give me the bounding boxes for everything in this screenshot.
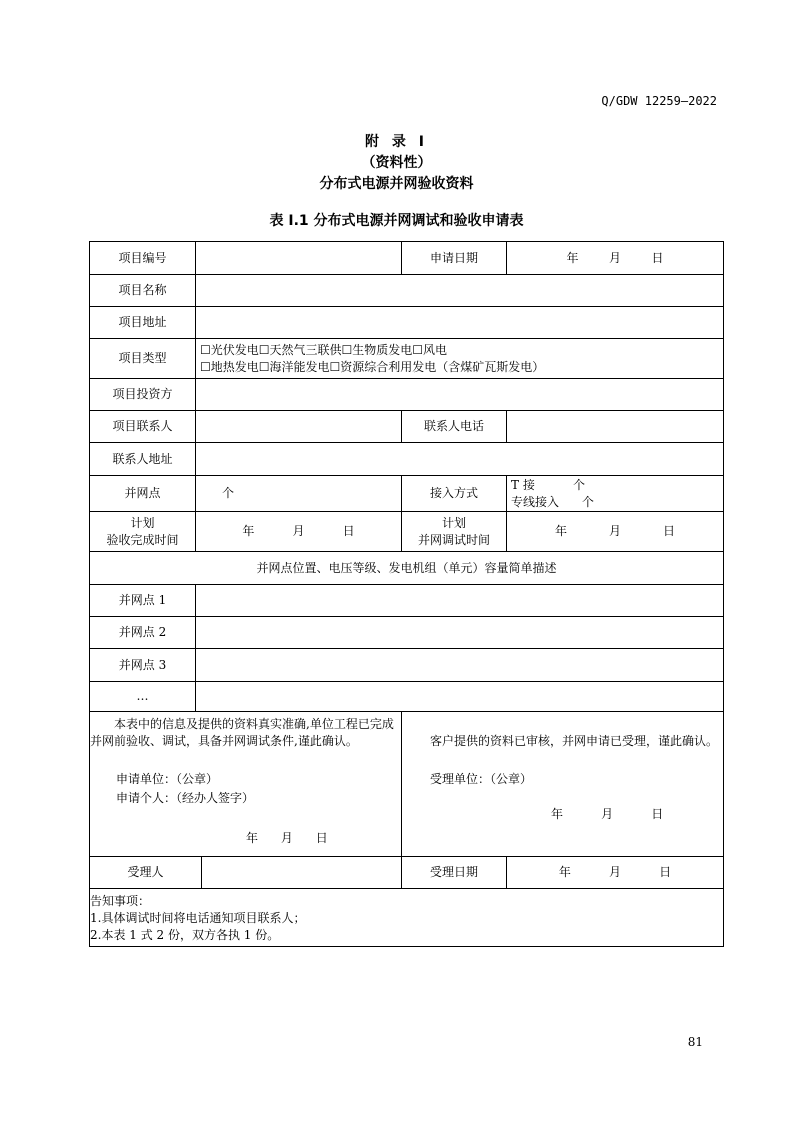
appendix-title: 分布式电源并网验收资料 [319,176,474,192]
plan-label-2: 计划 [441,515,466,530]
describe-header: 并网点位置、电压等级、发电机组（单元）容量简单描述 [90,552,724,585]
plan-debug-time-label: 并网调试时间 [417,532,490,547]
contact-field[interactable] [196,411,402,443]
project-no-field[interactable] [196,242,402,275]
grid-point-count-field[interactable]: 个 [196,476,402,512]
more-points-label: … [90,682,196,712]
table-row [90,889,724,947]
acceptor-unit-seal[interactable]: 受理单位：（公章） [430,772,533,786]
grid-point-1-field[interactable] [196,585,724,617]
plan-acceptance-time-label: 验收完成时间 [106,532,179,547]
project-name-field[interactable] [196,275,724,307]
acceptor-confirmation-cell [402,712,724,857]
contact-label: 项目联系人 [90,411,196,443]
table-row [90,585,724,617]
applicant-confirmation-cell [90,712,402,857]
table-row [90,411,724,443]
notice-title: 告知事项： [90,894,151,908]
notice-item-2: 2.本表 1 式 2 份，双方各执 1 份。 [90,928,280,942]
page-number: 81 [687,1035,703,1049]
more-points-field[interactable] [196,682,724,712]
project-type-options[interactable] [196,339,724,379]
grid-point-3-label: 并网点 3 [90,649,196,682]
table-row [90,443,724,476]
table-caption: 表 I.1 分布式电源并网调试和验收申请表 [269,213,524,229]
project-address-field[interactable] [196,307,724,339]
access-mode-label: 接入方式 [402,476,507,512]
project-type-label: 项目类型 [90,339,196,379]
grid-point-3-field[interactable] [196,649,724,682]
appendix-nature: （资料性） [361,155,432,171]
plan-acceptance-date-field[interactable]: 年 月 日 [196,512,402,552]
access-t-option[interactable]: T 接 个 [511,477,585,492]
applicant-signature-block [90,771,397,847]
table-row [90,682,724,712]
table-row [90,242,724,275]
apply-date-label: 申请日期 [402,242,507,275]
receiver-field[interactable] [202,857,402,889]
project-name-label: 项目名称 [90,275,196,307]
table-row [90,307,724,339]
project-address-label: 项目地址 [90,307,196,339]
contact-phone-label: 联系人电话 [402,411,507,443]
access-special-option[interactable]: 专线接入 个 [511,494,594,509]
applicant-date[interactable]: 年 月 日 [246,831,328,845]
applicant-person-signature[interactable]: 申请个人：（经办人签字） [116,791,255,805]
table-row [90,617,724,649]
table-row [90,339,724,379]
table-row [90,512,724,552]
applicant-statement [90,716,397,750]
grid-point-2-label: 并网点 2 [90,617,196,649]
applicant-statement-line-2: 并网前验收、调试，具备并网调试条件,谨此确认。 [90,734,358,748]
applicant-unit-seal[interactable]: 申请单位：（公章） [116,772,219,786]
grid-point-2-field[interactable] [196,617,724,649]
project-no-label: 项目编号 [90,242,196,275]
document-number: Q/GDW 12259—2022 [601,94,717,108]
grid-point-label: 并网点 [90,476,196,512]
investor-label: 项目投资方 [90,379,196,411]
notice-item-1: 1.具体调试时间将电话通知项目联系人； [90,911,306,925]
table-row [90,552,724,585]
project-type-line-1[interactable]: ☐光伏发电☐天然气三联供☐生物质发电☐风电 [200,342,448,357]
plan-debug-date-field[interactable]: 年 月 日 [507,512,724,552]
access-mode-options[interactable] [507,476,724,512]
table-row [90,379,724,411]
applicant-statement-line-1: 本表中的信息及提供的资料真实准确,单位工程已完成 [114,717,394,731]
plan-debug-label [402,512,507,552]
table-row [90,275,724,307]
receive-date-label: 受理日期 [402,857,507,889]
apply-date-field[interactable]: 年 月 日 [507,242,724,275]
table-row [90,712,724,857]
notice-cell [90,889,724,947]
receive-date-field[interactable]: 年 月 日 [507,857,724,889]
investor-field[interactable] [196,379,724,411]
receiver-label: 受理人 [90,857,202,889]
project-type-line-2[interactable]: ☐地热发电☐海洋能发电☐资源综合利用发电（含煤矿瓦斯发电） [200,359,545,374]
grid-point-1-label: 并网点 1 [90,585,196,617]
contact-address-field[interactable] [196,443,724,476]
table-row [90,649,724,682]
plan-acceptance-label [90,512,196,552]
application-form-table [89,241,724,947]
contact-phone-field[interactable] [507,411,724,443]
table-row [90,857,724,889]
acceptor-date[interactable]: 年 月 日 [551,807,664,821]
contact-address-label: 联系人地址 [90,443,196,476]
appendix-heading: 附 录 I [365,134,428,150]
plan-label-1: 计划 [130,515,155,530]
acceptor-statement: 客户提供的资料已审核，并网申请已受理，谨此确认。 [430,734,719,748]
table-row [90,476,724,512]
